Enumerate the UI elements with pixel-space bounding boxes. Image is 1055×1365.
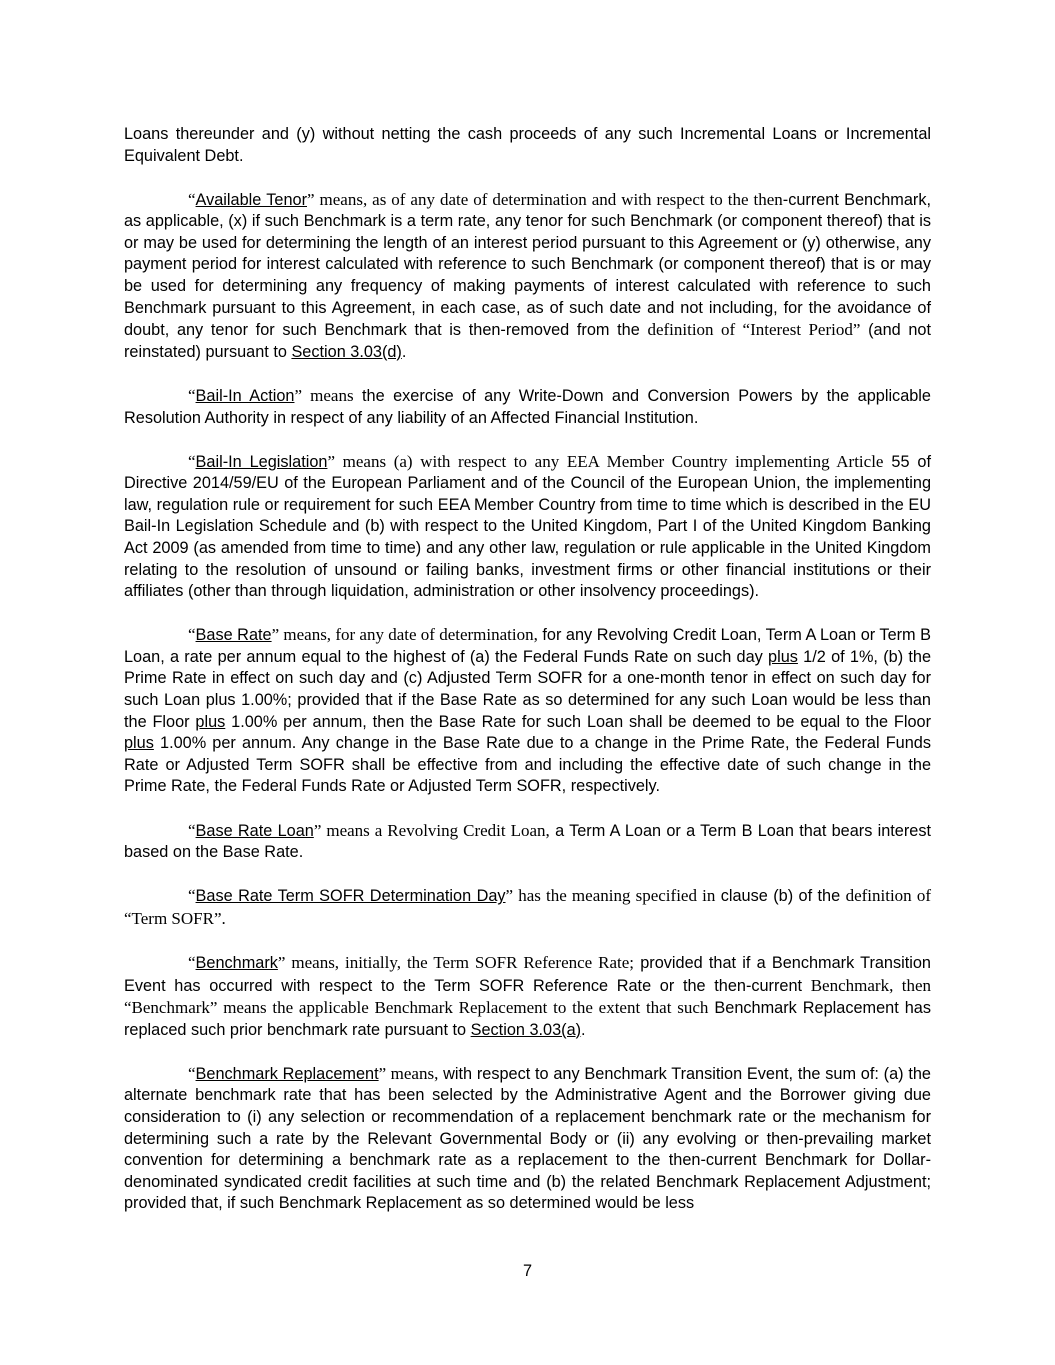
text-segment: 1/2 of 1%, (b) the Prime Rate in effect on such day and (c) Adjusted Term SOFR for a one-month tenor in effect on such day for such Loan plus 1.00%; provided that if the Base Rate as so determined for any such Loan would be less than the Floor (124, 647, 932, 731)
underlined-term: Available Tenor (195, 190, 307, 209)
text-segment: “ (188, 820, 196, 840)
text-segment: “ (188, 952, 196, 972)
continued-paragraph (124, 124, 931, 167)
text-segment: ” has the meaning specified in (505, 886, 716, 906)
definition-paragraph (124, 385, 931, 429)
underlined-term: plus (124, 734, 154, 753)
text-segment: ” means, for any date of determination, (271, 625, 538, 645)
text-segment: ” means (a) with respect to any EEA Member Country implementing Article (327, 451, 884, 471)
underlined-term: plus (195, 712, 226, 731)
underlined-term: Base Rate (195, 626, 272, 645)
definition-paragraph (124, 820, 931, 864)
text-segment: “ (188, 625, 196, 645)
underlined-term: Base Rate Loan (195, 821, 314, 840)
text-segment: . (581, 1020, 586, 1039)
document-body (124, 124, 931, 1236)
text-segment: provided that if a Benchmark Transition Event has occurred with respect to the Term SOFR Reference Rate or the then-current (124, 953, 931, 995)
text-segment: “ (188, 189, 196, 209)
underlined-term: Section 3.03(d) (291, 342, 402, 361)
definition-paragraph (124, 189, 931, 364)
underlined-term: Benchmark Replacement (195, 1064, 379, 1083)
text-segment: ” means (294, 385, 354, 405)
text-segment: Benchmark Replacement has replaced such prior benchmark rate pursuant to (124, 999, 931, 1039)
text-segment: “ (188, 886, 196, 906)
underlined-term: Benchmark (195, 953, 278, 972)
text-segment: 1.00% per annum, then the Base Rate for such Loan shall be deemed to be equal to the Floor (225, 712, 932, 731)
text-segment: Loans thereunder and (y) without netting the cash proceeds of any such Incremental Loans or Incremental Equivalent Debt. (124, 125, 931, 165)
definition-paragraph (124, 952, 931, 1041)
text-segment: (and not reinstated) pursuant to (124, 321, 931, 361)
definition-paragraph (124, 885, 931, 930)
underlined-term: Section 3.03(a) (470, 1020, 582, 1039)
definition-paragraph (124, 451, 931, 603)
text-segment: “ (188, 385, 196, 405)
page-number: 7 (522, 1262, 533, 1280)
text-segment: ” means, as of any date of determination and with respect to the then (307, 189, 783, 209)
text-segment: for any Revolving Credit Loan, Term A Loan or Term B Loan, a rate per annum equal to the highest of (a) the Federal Funds Rate on such day (124, 626, 931, 666)
text-segment: definition of “Interest Period” (647, 320, 861, 340)
text-segment: the exercise of any Write-Down and Conversion Powers by the applicable Resolution Authority in respect of any liability of an Affected Financial Institution. (124, 386, 931, 427)
definition-paragraph (124, 1063, 931, 1215)
text-segment: definition of “Term SOFR”. (124, 886, 931, 928)
text-segment: 1.00% per annum. Any change in the Base Rate due to a change in the Prime Rate, the Federal Funds Rate or Adjusted Term SOFR shall be effective from and including the effective date of such change in the Prime Rate, the Federal Funds Rate or Adjusted Term SOFR, respectively. (124, 734, 931, 796)
underlined-term: Bail-In Legislation (195, 452, 328, 471)
text-segment: 55 of Directive 2014/59/EU of the European Parliament and of the Council of the European Union, the implementing law, regulation rule or requirement for such EEA Member Country from time to time which is described in the EU Bail-In Legislation Schedule and (b) with respect to the United Kingdom, Part I of the United Kingdom Banking Act 2009 (as amended from time to time) and any other law, regulation or rule applicable in the United Kingdom relating to the resolution of unsound or failing banks, investment firms or other financial institutions or their affiliates (other than through liquidation, administration or other insolvency proceedings). (124, 452, 931, 601)
underlined-term: plus (768, 647, 798, 666)
underlined-term: Base Rate Term SOFR Determination Day (195, 887, 506, 906)
definition-paragraph (124, 624, 931, 798)
text-segment: . (401, 342, 407, 361)
text-segment: a Term A Loan or a Term B Loan that bears interest based on the Base Rate. (124, 821, 931, 862)
underlined-term: Bail-In Action (195, 386, 295, 405)
text-segment: “ (188, 1063, 196, 1083)
text-segment: ” means, initially, the Term SOFR Reference Rate; (277, 952, 635, 972)
text-segment: with respect to any Benchmark Transition Event, the sum of: (a) the alternate benchmark rate that has been selected by the Administrative Agent and the Borrower giving due consideration to (i) any selection or recommendation of a replacement benchmark rate or the mechanism for determining such a rate by the Relevant Governmental Body or (ii) any evolving or then-prevailing market convention for determining a benchmark rate as a replacement to the then-current Benchmark for Dollar-denominated syndicated credit facilities at such time and (b) the related Benchmark Replacement Adjustment; provided that, if such Benchmark Replacement as so determined would be less (124, 1064, 931, 1213)
text-segment: “ (188, 451, 196, 471)
text-segment: ” means, (378, 1063, 439, 1083)
text-segment: clause (b) of the (715, 887, 846, 906)
text-segment: -current Benchmark, as applicable, (x) if such Benchmark is a term rate, any tenor for such Benchmark (or component thereof) that is or may be used for determining the length of an interest period pursuant to this Agreement or (y) otherwise, any payment period for interest calculated with reference to such Benchmark (or component thereof) that is or may be used for determining any frequency of making payments of interest calculated with reference to such Benchmark pursuant to this Agreement, in each case, as of such date and not including, for the avoidance of doubt, any tenor for such Benchmark that is then-removed from the (124, 190, 931, 340)
text-segment: ” means a Revolving Credit Loan, (313, 820, 550, 840)
text-segment: Benchmark, then “Benchmark” means the applicable Benchmark Replacement to the extent that such (124, 975, 931, 1018)
